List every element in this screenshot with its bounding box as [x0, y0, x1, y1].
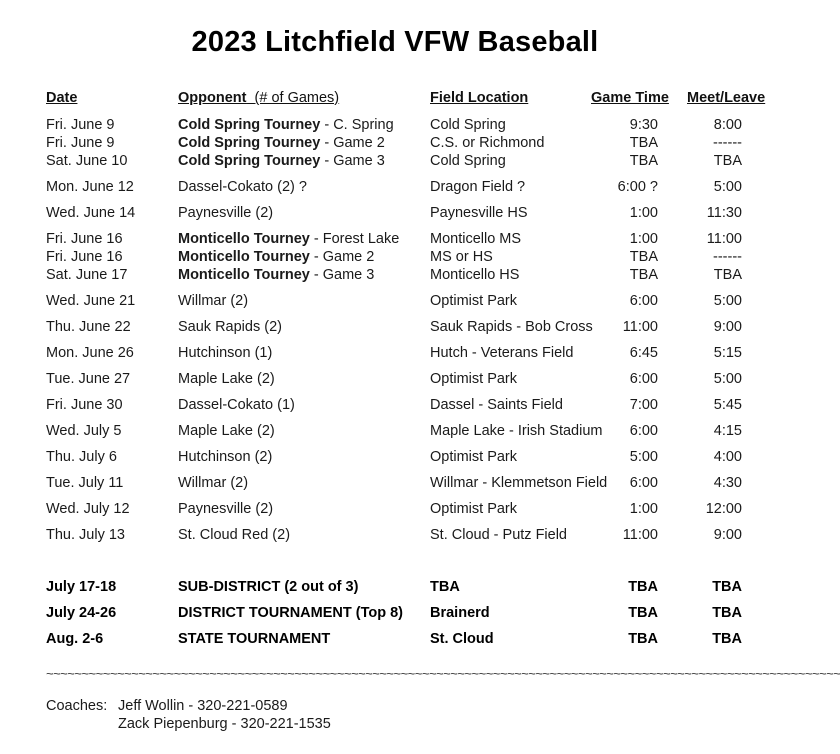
game-time: 9:30 — [629, 117, 658, 133]
game-opponent-text: Maple Lake (2) — [178, 371, 275, 387]
game-meet: 12:00 — [705, 501, 742, 517]
table-row — [0, 266, 790, 284]
game-location: Willmar - Klemmetson Field — [430, 475, 608, 491]
header-opponent — [178, 90, 339, 106]
game-location: Optimist Park — [430, 293, 518, 309]
table-row — [0, 134, 790, 152]
game-tourney-name: Cold Spring Tourney — [178, 153, 321, 169]
game-location: Monticello HS — [430, 267, 520, 283]
coaches-label: Coaches: — [46, 698, 108, 714]
table-row — [0, 116, 790, 134]
game-opponent-text: - Game 3 — [309, 267, 375, 283]
tournament-event: STATE TOURNAMENT — [178, 631, 331, 647]
game-meet: 4:15 — [713, 423, 742, 439]
game-date: Fri. June 30 — [46, 397, 123, 413]
game-time: TBA — [629, 153, 658, 169]
game-location: Maple Lake - Irish Stadium — [430, 423, 603, 439]
game-date: Sat. June 10 — [46, 153, 128, 169]
game-opponent — [178, 248, 374, 266]
game-opponent-text: Maple Lake (2) — [178, 423, 275, 439]
game-time: 6:45 — [629, 345, 658, 361]
coach-line-2: Zack Piepenburg - 320-221-1535 — [118, 716, 331, 732]
header-opponent-note: (# of Games) — [254, 90, 340, 106]
game-location: St. Cloud - Putz Field — [430, 527, 567, 543]
game-opponent-text: Willmar (2) — [178, 475, 249, 491]
game-opponent — [178, 500, 273, 518]
game-meet: 11:00 — [706, 231, 742, 247]
tournament-time: TBA — [628, 579, 658, 595]
game-opponent-text: Hutchinson (1) — [178, 345, 273, 361]
game-time: 11:00 — [622, 527, 658, 543]
header-location: Field Location — [430, 90, 529, 106]
game-location: Optimist Park — [430, 449, 518, 465]
game-opponent — [178, 292, 248, 310]
tournament-date: July 24-26 — [46, 605, 117, 621]
tournament-row — [0, 578, 790, 596]
table-row — [0, 500, 790, 518]
game-meet: 4:00 — [713, 449, 742, 465]
game-opponent-text: St. Cloud Red (2) — [178, 527, 291, 543]
game-opponent — [178, 152, 385, 170]
game-date: Fri. June 16 — [46, 249, 123, 265]
tournament-row — [0, 630, 790, 648]
game-date: Wed. July 12 — [46, 501, 130, 517]
game-date: Fri. June 16 — [46, 231, 123, 247]
game-opponent — [178, 116, 394, 134]
tournament-location: St. Cloud — [430, 631, 494, 647]
game-time: 7:00 — [629, 397, 658, 413]
game-meet: 5:00 — [713, 371, 742, 387]
table-row — [0, 448, 790, 466]
tournament-meet: TBA — [712, 579, 742, 595]
tournament-location: TBA — [430, 579, 460, 595]
game-tourney-name: Cold Spring Tourney — [178, 117, 321, 133]
game-opponent-text: - Game 2 — [309, 249, 375, 265]
game-opponent-text: Hutchinson (2) — [178, 449, 273, 465]
table-row — [0, 292, 790, 310]
game-time: TBA — [629, 267, 658, 283]
game-time: 6:00 — [629, 371, 658, 387]
tournament-time: TBA — [628, 605, 658, 621]
game-date: Wed. July 5 — [46, 423, 122, 439]
game-opponent-text: - Game 2 — [320, 135, 385, 151]
game-time: 6:00 — [629, 475, 658, 491]
game-meet: 5:15 — [713, 345, 742, 361]
game-location: Cold Spring — [430, 153, 506, 169]
tournament-time: TBA — [628, 631, 658, 647]
table-row — [0, 204, 790, 222]
game-opponent-text: Dassel-Cokato (2) ? — [178, 179, 307, 195]
game-meet: TBA — [713, 153, 742, 169]
game-opponent — [178, 266, 374, 284]
game-tourney-name: Monticello Tourney — [178, 231, 310, 247]
game-location: Dragon Field ? — [430, 179, 526, 195]
game-opponent-text: Sauk Rapids (2) — [178, 319, 282, 335]
game-date: Fri. June 9 — [46, 117, 115, 133]
game-date: Thu. July 13 — [46, 527, 125, 543]
tournament-date: July 17-18 — [46, 579, 117, 595]
game-time: 6:00 — [629, 423, 658, 439]
game-opponent — [178, 396, 295, 414]
game-opponent — [178, 134, 385, 152]
page-title: 2023 Litchfield VFW Baseball — [191, 26, 599, 58]
game-tourney-name: Monticello Tourney — [178, 249, 310, 265]
tournament-location: Brainerd — [430, 605, 490, 621]
game-date: Tue. July 11 — [46, 475, 124, 491]
game-date: Thu. July 6 — [46, 449, 117, 465]
game-location: Dassel - Saints Field — [430, 397, 563, 413]
tournament-date: Aug. 2-6 — [46, 631, 104, 647]
game-opponent-text: - Game 3 — [320, 153, 385, 169]
tournament-event: SUB-DISTRICT (2 out of 3) — [178, 579, 359, 595]
game-meet: 8:00 — [713, 117, 742, 133]
game-meet: 5:00 — [713, 179, 742, 195]
game-tourney-name: Monticello Tourney — [178, 267, 310, 283]
game-opponent — [178, 318, 282, 336]
table-row — [0, 370, 790, 388]
game-location: Optimist Park — [430, 501, 518, 517]
tournament-meet: TBA — [712, 605, 742, 621]
game-meet: ------ — [713, 249, 742, 265]
game-meet: 9:00 — [713, 319, 742, 335]
game-date: Fri. June 9 — [46, 135, 115, 151]
game-meet: 9:00 — [713, 527, 742, 543]
game-opponent — [178, 526, 290, 544]
game-tourney-name: Cold Spring Tourney — [178, 135, 321, 151]
game-date: Mon. June 12 — [46, 179, 134, 195]
game-opponent-text: Dassel-Cokato (1) — [178, 397, 295, 413]
game-date: Mon. June 26 — [46, 345, 134, 361]
game-location: Cold Spring — [430, 117, 506, 133]
game-opponent — [178, 344, 272, 362]
game-time: 5:00 — [629, 449, 658, 465]
game-opponent — [178, 204, 273, 222]
table-row — [0, 344, 790, 362]
game-time: TBA — [629, 135, 658, 151]
game-meet: 5:00 — [713, 293, 742, 309]
table-row — [0, 178, 790, 196]
game-meet: ------ — [713, 135, 742, 151]
game-opponent-text: - Forest Lake — [309, 231, 400, 247]
table-row — [0, 248, 790, 266]
game-time: TBA — [629, 249, 658, 265]
table-row — [0, 474, 790, 492]
game-location: Monticello MS — [430, 231, 522, 247]
game-date: Sat. June 17 — [46, 267, 128, 283]
game-meet: TBA — [713, 267, 742, 283]
divider: ~~~~~~~~~~~~~~~~~~~~~~~~~~~~~~~~~~~~~~~~~~~~~~~~~~~~~~~~~~~~~~~~~~~~~~~~~~~~~~~~~~~~~~~~~~~~~~~~~~~~~~~~~~~~~~~~ — [46, 666, 840, 681]
table-row — [0, 526, 790, 544]
game-meet: 5:45 — [713, 397, 742, 413]
game-date: Wed. June 14 — [46, 205, 136, 221]
game-opponent-text: Paynesville (2) — [178, 501, 274, 517]
game-opponent-text: Paynesville (2) — [178, 205, 274, 221]
game-time: 6:00 — [629, 293, 658, 309]
header-opponent-label: Opponent — [178, 90, 247, 106]
game-opponent — [178, 448, 272, 466]
game-time: 11:00 — [622, 319, 658, 335]
game-location: MS or HS — [430, 249, 493, 265]
game-time: 1:00 — [629, 205, 658, 221]
game-location: C.S. or Richmond — [430, 135, 545, 151]
tournament-row — [0, 604, 790, 622]
header-time: Game Time — [591, 90, 669, 106]
table-row — [0, 152, 790, 170]
game-opponent — [178, 370, 275, 388]
header-meet: Meet/Leave — [687, 90, 766, 106]
table-row — [0, 318, 790, 336]
game-location: Sauk Rapids - Bob Cross — [430, 319, 593, 335]
game-opponent — [178, 422, 275, 440]
game-date: Tue. June 27 — [46, 371, 131, 387]
table-row — [0, 396, 790, 414]
game-opponent-text: - C. Spring — [320, 117, 394, 133]
table-row — [0, 422, 790, 440]
game-date: Thu. June 22 — [46, 319, 131, 335]
game-location: Paynesville HS — [430, 205, 528, 221]
game-time: 1:00 — [629, 501, 658, 517]
game-meet: 4:30 — [713, 475, 742, 491]
game-date: Wed. June 21 — [46, 293, 136, 309]
game-meet: 11:30 — [706, 205, 742, 221]
header-date: Date — [46, 90, 78, 106]
tournament-event: DISTRICT TOURNAMENT (Top 8) — [178, 605, 403, 621]
game-time: 1:00 — [629, 231, 658, 247]
game-location: Hutch - Veterans Field — [430, 345, 574, 361]
game-opponent-text: Willmar (2) — [178, 293, 249, 309]
coach-line-1: Jeff Wollin - 320-221-0589 — [118, 698, 288, 714]
table-row — [0, 230, 790, 248]
game-time: 6:00 ? — [617, 179, 658, 195]
game-location: Optimist Park — [430, 371, 518, 387]
tournament-meet: TBA — [712, 631, 742, 647]
game-opponent — [178, 178, 307, 196]
game-opponent — [178, 474, 248, 492]
game-opponent — [178, 230, 399, 248]
